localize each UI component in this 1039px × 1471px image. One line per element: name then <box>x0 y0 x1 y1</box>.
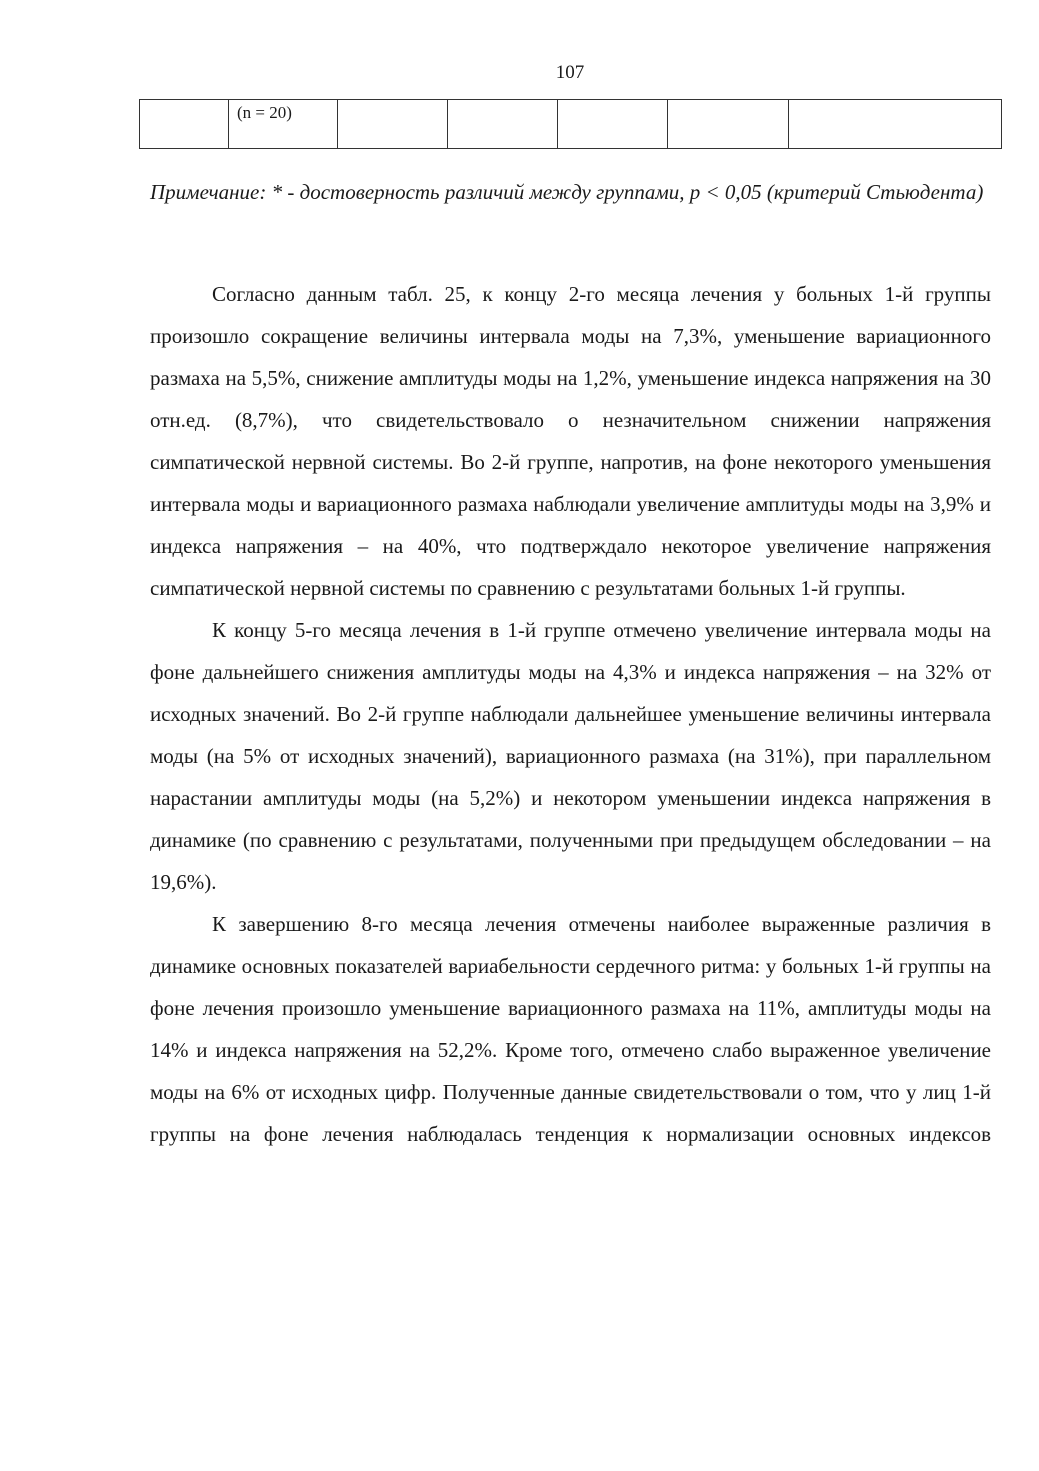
table-cell <box>338 100 448 149</box>
table-cell <box>558 100 668 149</box>
paragraph: К концу 5-го месяца лечения в 1-й группе отмечено увеличение интервала моды на фоне дальнейшего снижения амплитуды моды на 4,3% и индекса напряжения – на 32% от исходных значений. Во 2-й группе наблюдали дальнейшее уменьшение величины интервала моды (на 5% от исходных значений), вариационного размаха (на 31%), при параллельном нарастании амплитуды моды (на 5,2%) и некотором уменьшении индекса напряжения в динамике (по сравнению с результатами, полученными при предыдущем обследовании – на 19,6%). <box>150 618 991 894</box>
table-continuation <box>139 99 1002 149</box>
body-text <box>150 273 991 1155</box>
table-cell <box>140 100 229 149</box>
page-number: 107 <box>555 62 585 83</box>
table-cell <box>668 100 789 149</box>
table-cell <box>789 100 1002 149</box>
table-cell <box>448 100 558 149</box>
table-note: Примечание: * - достоверность различий между группами, p < 0,05 (критерий Стьюдента) <box>150 180 984 204</box>
paragraph: К завершению 8-го месяца лечения отмечены наиболее выраженные различия в динамике основных показателей вариабельности сердечного ритма: у больных 1-й группы на фоне лечения произошло уменьшение вариационного размаха на 11%, амплитуды моды на 14% и индекса напряжения на 52,2%. Кроме того, отмечено слабо выраженное увеличение моды на 6% от исходных цифр. Полученные данные свидетельствовали о том, что у лиц 1-й группы на фоне лечения наблюдалась тенденция к нормализации основных индексов <box>150 912 991 1146</box>
paragraph: Согласно данным табл. 25, к концу 2-го месяца лечения у больных 1-й группы произошло сокращение величины интервала моды на 7,3%, уменьшение вариационного размаха на 5,5%, снижение амплитуды моды на 1,2%, уменьшение индекса напряжения на 30 отн.ед. (8,7%), что свидетельствовало о незначительном снижении напряжения симпатической нервной системы. Во 2-й группе, напротив, на фоне некоторого уменьшения интервала моды и вариационного размаха наблюдали увеличение амплитуды моды на 3,9% и индекса напряжения – на 40%, что подтверждало некоторое увеличение напряжения симпатической нервной системы по сравнению с результатами больных 1-й группы. <box>150 282 991 600</box>
table-cell-group-size: (n = 20) <box>229 100 338 149</box>
table-row <box>140 100 1002 149</box>
